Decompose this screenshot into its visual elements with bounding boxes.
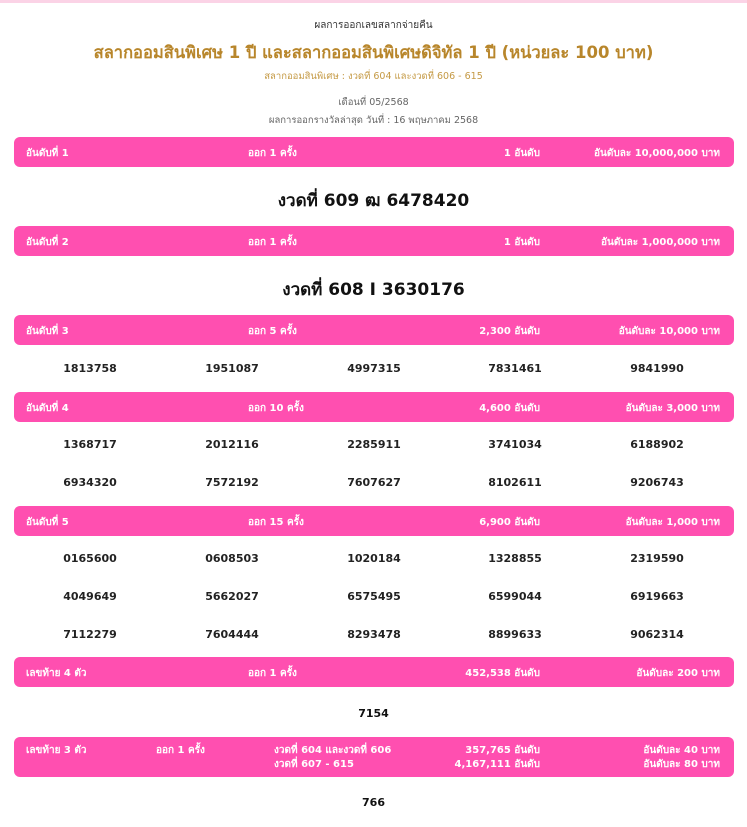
prize-4-numbers-row [0,438,747,454]
winning-number: 7831461 [488,362,542,375]
winning-number: 8102611 [488,476,542,489]
winning-number: 9841990 [630,362,684,375]
prize-5-numbers-row [0,628,747,644]
winning-number: 1951087 [205,362,259,375]
prize-count: 1 อันดับ [503,237,540,248]
winning-number: 8899633 [488,628,542,641]
prize-times: ออก 5 ครั้ง [248,326,297,337]
prize-amount: อันดับละ 10,000 บาท [618,326,720,337]
prize-amount: อันดับละ 10,000,000 บาท [594,148,720,159]
winning-number: 7572192 [205,476,259,489]
prize-4-header [14,392,734,422]
prize-times: ออก 1 ครั้ง [156,745,205,756]
winning-number: 3741034 [488,438,542,451]
winning-number: 7604444 [205,628,259,641]
prize-3-header [14,315,734,345]
page-kicker: ผลการออกเลขสลากจ่ายคืน [314,20,433,31]
prize-times: ออก 1 ครั้ง [248,668,297,679]
prize-5-numbers-row [0,552,747,568]
winning-number: 6599044 [488,590,542,603]
prize-amount: อันดับละ 3,000 บาท [625,403,720,414]
amount-line-a: อันดับละ 40 บาท [643,745,720,756]
winning-number: 0165600 [63,552,117,565]
winning-number: 7607627 [347,476,401,489]
winning-number: 5662027 [205,590,259,603]
winning-number: 9206743 [630,476,684,489]
prize-rank: อันดับที่ 3 [26,326,69,337]
prize-rank: เลขท้าย 4 ตัว [26,668,87,679]
prize-amount: อันดับละ 200 บาท [636,668,720,679]
prize-times: ออก 15 ครั้ง [248,517,304,528]
prize-count [455,744,540,772]
winning-number: 4049649 [63,590,117,603]
prize-amount: อันดับละ 1,000,000 บาท [600,237,720,248]
prize-count: 1 อันดับ [503,148,540,159]
draw-date-label: ผลการออกรางวัลล่าสุด วันที่ : 16 พฤษภาคม 2568 [268,115,479,126]
winning-number: 0608503 [205,552,259,565]
last3-result: 766 [362,796,385,809]
prize-3-numbers-row [0,362,747,378]
prize-5-numbers-row [0,590,747,606]
prize-rank: อันดับที่ 1 [26,148,69,159]
prize-count: 452,538 อันดับ [465,668,540,679]
winning-number: 2319590 [630,552,684,565]
winning-number: 7112279 [63,628,117,641]
prize-count: 2,300 อันดับ [479,326,540,337]
draws-line-b: งวดที่ 607 - 615 [274,759,354,770]
month-label: เดือนที่ 05/2568 [338,97,409,108]
page-title: สลากออมสินพิเศษ 1 ปี และสลากออมสินพิเศษดิจิทัล 1 ปี (หน่วยละ 100 บาท) [93,43,654,62]
prize-rank: อันดับที่ 4 [26,403,69,414]
prize-times: ออก 1 ครั้ง [248,148,297,159]
prize-times: ออก 10 ครั้ง [248,403,304,414]
draws-line-a: งวดที่ 604 และงวดที่ 606 [274,745,392,756]
prize-amount [643,744,720,772]
prize-times: ออก 1 ครั้ง [248,237,297,248]
prize-count: 4,600 อันดับ [479,403,540,414]
prize-1-result: งวดที่ 609 ฒ 6478420 [277,191,470,211]
winning-number: 6919663 [630,590,684,603]
winning-number: 2012116 [205,438,259,451]
winning-number: 9062314 [630,628,684,641]
top-accent-line [0,0,747,3]
last4-result: 7154 [358,707,389,720]
prize-draws [274,744,391,772]
winning-number: 1813758 [63,362,117,375]
prize-count: 6,900 อันดับ [479,517,540,528]
prize-amount: อันดับละ 1,000 บาท [625,517,720,528]
winning-number: 6188902 [630,438,684,451]
amount-line-b: อันดับละ 80 บาท [643,759,720,770]
winning-number: 6575495 [347,590,401,603]
last3-header [14,737,734,777]
prize-rank: อันดับที่ 5 [26,517,69,528]
prize-2-result: งวดที่ 608 I 3630176 [282,280,465,300]
winning-number: 1328855 [488,552,542,565]
winning-number: 1368717 [63,438,117,451]
winning-number: 6934320 [63,476,117,489]
winning-number: 1020184 [347,552,401,565]
prize-5-header [14,506,734,536]
winning-number: 4997315 [347,362,401,375]
count-line-b: 4,167,111 อันดับ [454,759,540,770]
winning-number: 8293478 [347,628,401,641]
page-subtitle: สลากออมสินพิเศษ : งวดที่ 604 และงวดที่ 606 - 615 [264,71,483,82]
prize-rank: เลขท้าย 3 ตัว [26,745,87,756]
count-line-a: 357,765 อันดับ [465,745,540,756]
winning-number: 2285911 [347,438,401,451]
prize-rank: อันดับที่ 2 [26,237,69,248]
last4-header [14,657,734,687]
prize-2-header [14,226,734,256]
prize-1-header [14,137,734,167]
prize-4-numbers-row [0,476,747,492]
